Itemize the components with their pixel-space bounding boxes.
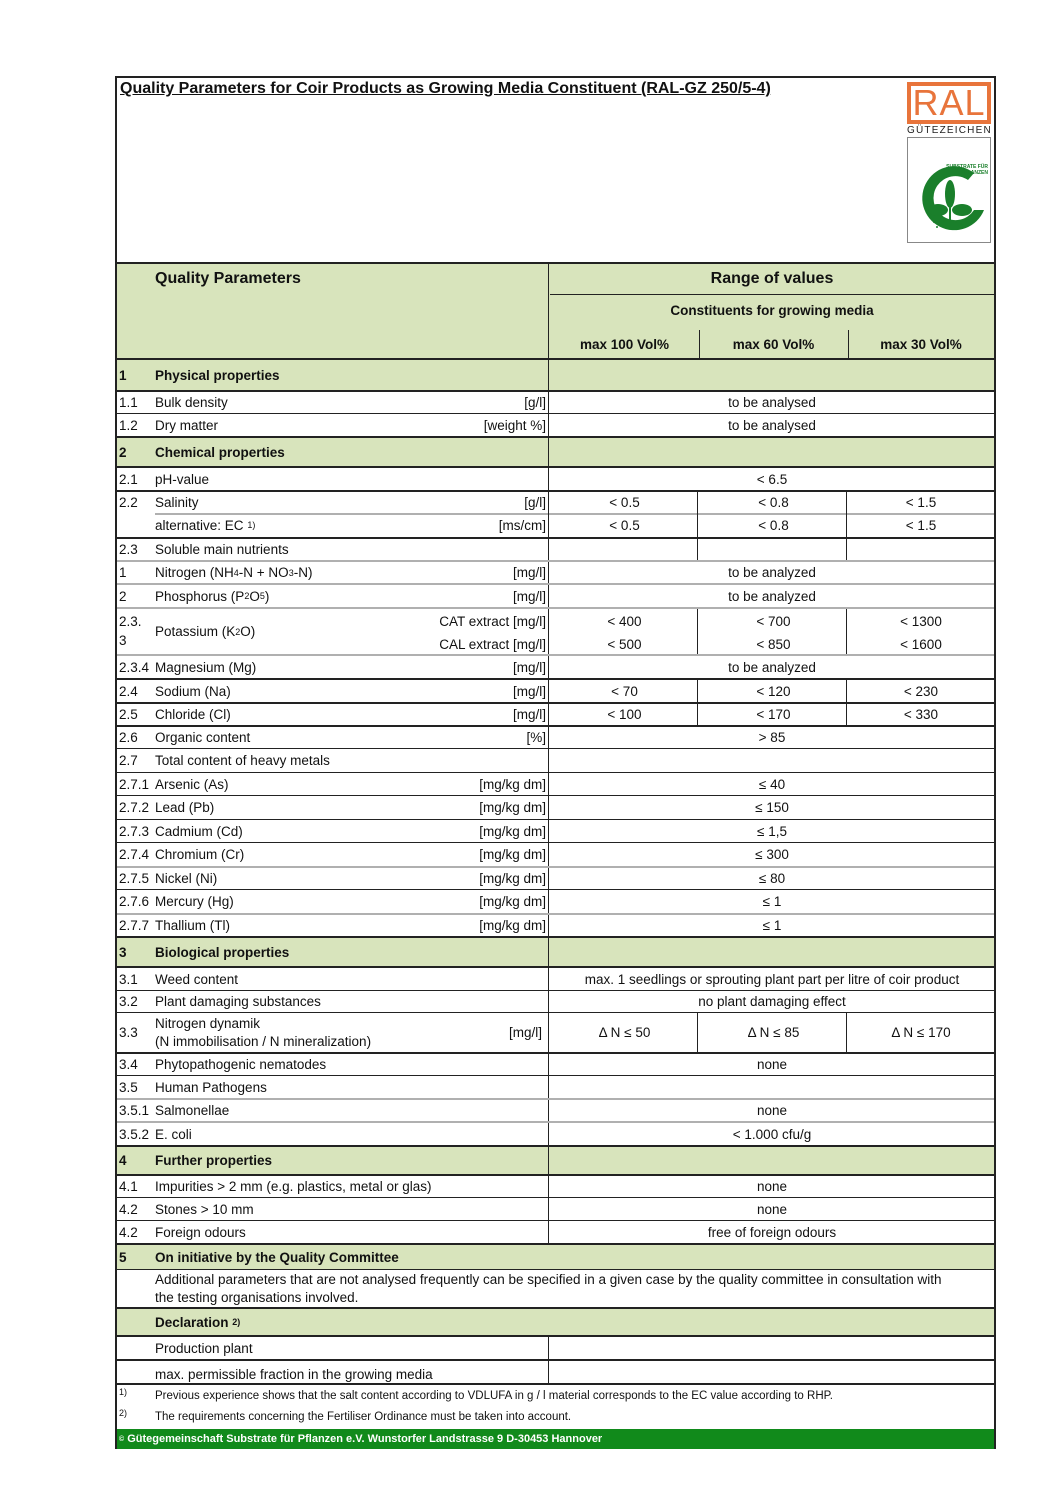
table-row: 2.5 Chloride (Cl) [mg/l] < 100 < 170 < 330 — [117, 702, 994, 725]
header-col-100: max 100 Vol% — [579, 336, 670, 352]
table-row: 3.5.2 E. coli < 1.000 cfu/g — [117, 1121, 994, 1145]
table-row: 2.7.3 Cadmium (Cd) [mg/kg dm] ≤ 1,5 — [117, 819, 994, 842]
table-row: 3.1 Weed content max. 1 seedlings or sprouting plant part per litre of coir product — [117, 966, 994, 990]
table-row: 2.7.1 Arsenic (As) [mg/kg dm] ≤ 40 — [117, 772, 994, 795]
table-row: 2.3.4 Magnesium (Mg) [mg/l] to be analyzed — [117, 654, 994, 678]
table-row: 2.4 Sodium (Na) [mg/l] < 70 < 120 < 230 — [117, 678, 994, 702]
ral-mark: RAL — [907, 82, 991, 124]
section-label: Biological properties — [155, 944, 290, 960]
footer-text: Gütegemeinschaft Substrate für Pflanzen e.V. Wunstorfer Landstrasse 9 D-30453 Hannover — [127, 1433, 603, 1445]
footer-bar: © Gütegemeinschaft Substrate für Pflanzen e.V. Wunstorfer Landstrasse 9 D-30453 Hannover — [117, 1429, 994, 1449]
document-title: Quality Parameters for Coir Products as Growing Media Constituent (RAL-GZ 250/5-4) — [120, 80, 771, 97]
table-row: 3.4 Phytopathogenic nematodes none — [117, 1052, 994, 1075]
table-row: 2.7 Total content of heavy metals — [117, 748, 994, 772]
table-row: 2.3 Soluble main nutrients — [117, 537, 994, 560]
section-quality-committee: 5 On initiative by the Quality Committee — [117, 1243, 994, 1269]
quality-parameters-sheet — [115, 76, 996, 1449]
section-label: Physical properties — [155, 367, 280, 383]
table-row: 2.6 Organic content [%] > 85 — [117, 725, 994, 748]
section-label: On initiative by the Quality Committee — [155, 1249, 399, 1265]
table-row: 2 Phosphorus (P 2 O 5 ) [mg/l] to be analyzed — [117, 583, 994, 607]
declaration-max-fraction: max. permissible fraction in the growing media — [117, 1359, 994, 1383]
table-row: 1.2 Dry matter [weight %] to be analysed — [117, 413, 994, 436]
table-row: 2.1 pH-value < 6.5 — [117, 466, 994, 490]
substrate-seal-icon — [907, 137, 991, 243]
table-row: 2.7.7 Thallium (Tl) [mg/kg dm] ≤ 1 — [117, 913, 994, 936]
table-row: alternative: EC 1) [ms/cm] < 0.5 < 0.8 < 1.5 — [117, 513, 994, 537]
section-label: Chemical properties — [155, 444, 285, 460]
table-header — [117, 262, 994, 358]
ral-logo — [907, 82, 991, 243]
section-biological: 3 Biological properties — [117, 936, 994, 966]
table-row: 4.2 Foreign odours free of foreign odours — [117, 1220, 994, 1243]
section-further: 4 Further properties — [117, 1145, 994, 1174]
table-row: 2.7.5 Nickel (Ni) [mg/kg dm] ≤ 80 — [117, 866, 994, 889]
section-label: Further properties — [155, 1153, 273, 1168]
section-physical: 1 Physical properties — [117, 358, 994, 390]
svg-text:SUBSTRATE FÜR: SUBSTRATE FÜR — [946, 164, 988, 170]
svg-text:PFLANZEN: PFLANZEN — [961, 170, 988, 176]
table-row: 1.1 Bulk density [g/l] to be analysed — [117, 390, 994, 413]
header-col-60: max 60 Vol% — [732, 336, 815, 352]
table-row: 2.2 Salinity [g/l] < 0.5 < 0.8 < 1.5 — [117, 490, 994, 513]
table-row: 4.1 Impurities > 2 mm (e.g. plastics, metal or glas) none — [117, 1174, 994, 1197]
table-row: 3.2 Plant damaging substances no plant damaging effect — [117, 990, 994, 1012]
table-row: 2.7.6 Mercury (Hg) [mg/kg dm] ≤ 1 — [117, 889, 994, 913]
header-constituents: Constituents for growing media — [670, 302, 874, 318]
table-row: 2.7.4 Chromium (Cr) [mg/kg dm] ≤ 300 — [117, 842, 994, 866]
section-chemical: 2 Chemical properties — [117, 436, 994, 466]
table-row: 3.3 Nitrogen dynamik (N immobilisation / N mineralization) [mg/l] Δ N ≤ 50 Δ N ≤ 85 Δ N ≤ 170 — [117, 1012, 994, 1052]
table-row: 2.7.2 Lead (Pb) [mg/kg dm] ≤ 150 — [117, 795, 994, 819]
table-row: 4.2 Stones > 10 mm none — [117, 1197, 994, 1220]
table-row: 1 Nitrogen (NH 4 -N + NO 3 -N) [mg/l] to be analyzed — [117, 560, 994, 583]
table-row-potassium: 2.3. 3 Potassium (K 2 O) CAT extract [mg/l] CAL extract [mg/l] < 400 < 700 < 1300 < 500 < 850 < 1600 — [117, 607, 994, 654]
header-range-of-values: Range of values — [710, 270, 834, 287]
ral-subtitle: GÜTEZEICHEN — [907, 125, 992, 136]
declaration-production-plant: Production plant — [117, 1335, 994, 1359]
header-col-30: max 30 Vol% — [880, 336, 962, 352]
header-quality-parameters: Quality Parameters — [155, 270, 301, 287]
committee-note: Additional parameters that are not analysed frequently can be specified in a given case by the quality committee in consultation with the testing organisations involved. — [117, 1269, 994, 1307]
table-row: 3.5 Human Pathogens — [117, 1075, 994, 1098]
table-row: 3.5.1 Salmonellae none — [117, 1098, 994, 1121]
declaration-header: Declaration 2) — [117, 1307, 994, 1335]
footnotes: 1) Previous experience shows that the salt content according to VDLUFA in g / l material corresponds to the EC value according to RHP. 2) The requirements concerning the Fertiliser Ordinance must be taken into account. — [117, 1383, 994, 1429]
